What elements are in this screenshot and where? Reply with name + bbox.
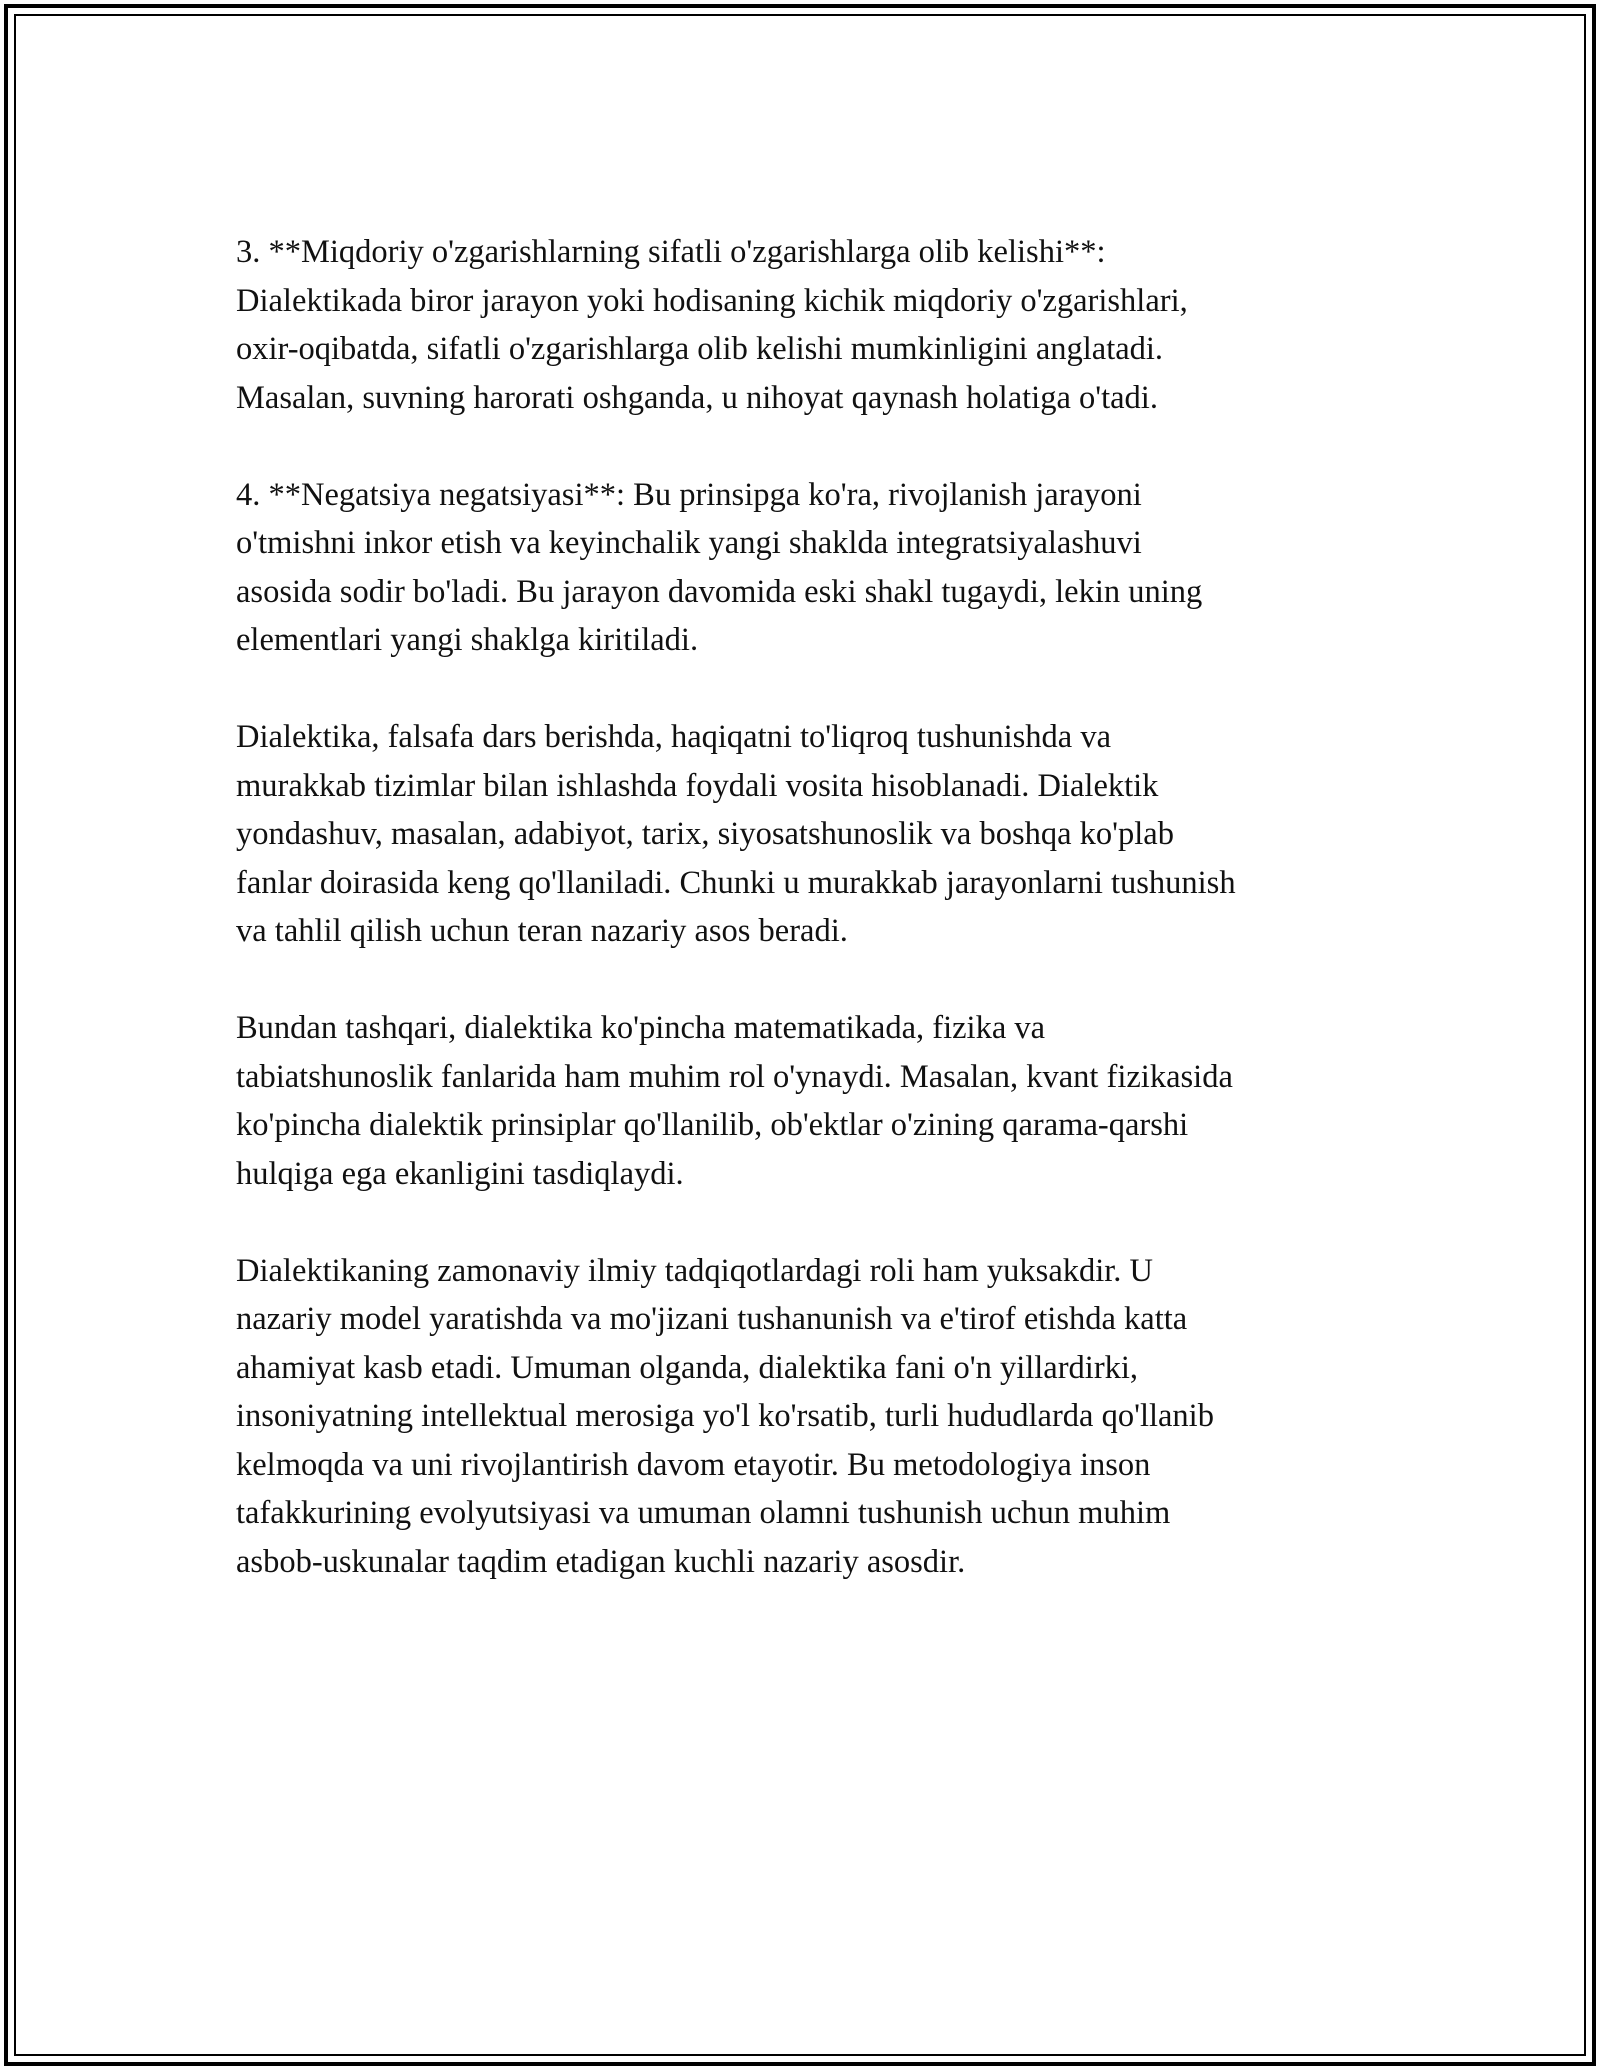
paragraph-dialectics-usefulness: Dialektika, falsafa dars berishda, haqiqatni to'liqroq tushunishda va murakkab tizimlar bilan ishlashda foydali vosita hisoblanadi. Dialektik yondashuv, masalan, adabiyot, tarix, siyosatshunoslik va boshqa ko'plab fanlar doirasida keng qo'llaniladi. Chunki u murakkab jarayonlarni tushunish va tahlil qilish uchun teran nazariy asos beradi. — [236, 719, 1236, 949]
document-body — [236, 228, 1376, 1635]
paragraph-dialectics-modern-research: Dialektikaning zamonaviy ilmiy tadqiqotlardagi roli ham yuksakdir. U nazariy model yaratishda va mo'jizani tushanunish va e'tirof etishda katta ahamiyat kasb etadi. Umuman olganda, dialektika fani o'n yillardirki, insoniyatning intellektual merosiga yo'l ko'rsatib, turli hududlarda qo'llanib kelmoqda va uni rivojlantirish davom etayotir. Bu metodologiya inson tafakkurining evolyutsiyasi va umuman olamni tushunish uchun muhim asbob-uskunalar taqdim etadigan kuchli nazariy asosdir. — [236, 1252, 1214, 1580]
paragraph-dialectics-sciences: Bundan tashqari, dialektika ko'pincha matematikada, fizika va tabiatshunoslik fanlarida ham muhim rol o'ynaydi. Masalan, kvant fizikasida ko'pincha dialektik prinsiplar qo'llanilib, ob'ektlar o'zining qarama-qarshi hulqiga ega ekanligini tasdiqlaydi. — [236, 1010, 1233, 1192]
paragraph-negation-of-negation: 4. **Negatsiya negatsiyasi**: Bu prinsipga ko'ra, rivojlanish jarayoni o'tmishni inkor etish va keyinchalik yangi shaklda integratsiyalashuvi asosida sodir bo'ladi. Bu jarayon davomida eski shakl tugaydi, lekin uning elementlari yangi shaklga kiritiladi. — [236, 476, 1203, 658]
paragraph-quantitative-qualitative: 3. **Miqdoriy o'zgarishlarning sifatli o'zgarishlarga olib kelishi**: Dialektikada biror jarayon yoki hodisaning kichik miqdoriy o'zgarishlari, oxir-oqibatda, sifatli o'zgarishlarga olib kelishi mumkinligini anglatadi. Masalan, suvning harorati oshganda, u nihoyat qaynash holatiga o'tadi. — [236, 234, 1188, 416]
